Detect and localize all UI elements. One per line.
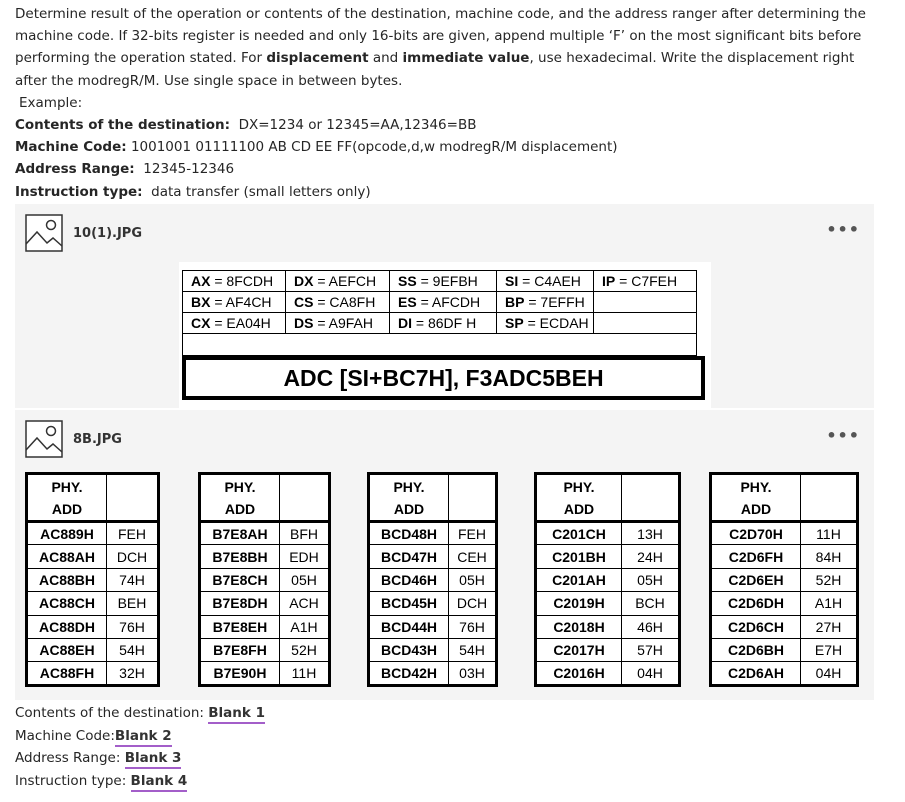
register-row <box>183 292 697 313</box>
value-header <box>107 474 159 522</box>
table-row <box>27 545 159 568</box>
attachment-filename[interactable]: 10(1).JPG <box>73 225 142 241</box>
table-row <box>711 568 858 591</box>
physical-address-cell: BCD47H <box>369 545 449 568</box>
table-row <box>369 568 497 591</box>
memory-table-3 <box>367 472 498 687</box>
memory-value-cell: 03H <box>449 662 497 685</box>
register-value: AEFCH <box>328 273 377 289</box>
physical-address-cell: C201CH <box>536 522 622 545</box>
physical-address-cell: BCD46H <box>369 568 449 591</box>
memory-value-cell: 46H <box>622 615 680 638</box>
table-row <box>711 522 858 545</box>
physical-address-cell: AC88AH <box>27 545 107 568</box>
physical-address-cell: C2019H <box>536 592 622 615</box>
memory-value-cell: 52H <box>801 568 858 591</box>
register-row <box>183 271 697 292</box>
register-value: 8FCDH <box>226 273 274 289</box>
table-row <box>536 662 680 685</box>
memory-table-4 <box>534 472 681 687</box>
physical-address-cell: C2017H <box>536 638 622 661</box>
memory-value-cell: 27H <box>801 615 858 638</box>
table-row <box>200 522 330 545</box>
table-row <box>711 662 858 685</box>
memory-value-cell: DCH <box>449 592 497 615</box>
example-instruction-type: Instruction type: data transfer (small letters only) <box>15 183 371 200</box>
register-blank-row <box>183 334 697 356</box>
memory-value-cell: 11H <box>280 662 330 685</box>
register-cell: BX = AF4CH <box>183 292 286 313</box>
memory-value-cell: 52H <box>280 638 330 661</box>
register-name: SP <box>505 315 524 331</box>
more-options-icon[interactable]: ••• <box>826 426 860 445</box>
table-row <box>27 662 159 685</box>
memory-value-cell: 05H <box>449 568 497 591</box>
register-name: DX <box>294 273 314 289</box>
memory-value-cell: 54H <box>449 638 497 661</box>
image-attachment-card-1 <box>15 204 874 408</box>
physical-address-cell: B7E90H <box>200 662 280 685</box>
memory-value-cell: BFH <box>280 522 330 545</box>
table-row <box>711 615 858 638</box>
memory-table-2 <box>198 472 331 687</box>
table-row <box>200 638 330 661</box>
table-row <box>200 592 330 615</box>
physical-address-cell: C2D6FH <box>711 545 801 568</box>
table-row <box>27 615 159 638</box>
physical-address-cell: B7E8BH <box>200 545 280 568</box>
physical-address-cell: C2016H <box>536 662 622 685</box>
table-row <box>369 662 497 685</box>
memory-value-cell: 84H <box>801 545 858 568</box>
register-cell: DX = AEFCH <box>286 271 390 292</box>
memory-value-cell: 76H <box>449 615 497 638</box>
register-name: BP <box>505 294 525 310</box>
physical-address-cell: C2D6BH <box>711 638 801 661</box>
example-address-range: Address Range: 12345-12346 <box>15 161 235 178</box>
answer-address-range: Address Range: Blank 3 <box>15 747 265 770</box>
physical-address-cell: B7E8EH <box>200 615 280 638</box>
memory-value-cell: 11H <box>801 522 858 545</box>
table-row <box>369 592 497 615</box>
register-cell: CX = EA04H <box>183 313 286 334</box>
table-row <box>369 638 497 661</box>
physical-address-cell: C2D70H <box>711 522 801 545</box>
memory-value-cell: 74H <box>107 568 159 591</box>
register-name: SS <box>398 273 417 289</box>
table-row <box>711 545 858 568</box>
physical-address-cell: AC88FH <box>27 662 107 685</box>
register-cell: SP = ECDAH <box>497 313 594 334</box>
instruction-box: ADC [SI+BC7H], F3ADC5BEH <box>182 356 705 400</box>
register-cell: IP = C7FEH <box>594 271 697 292</box>
register-cell: DI = 86DF H <box>390 313 497 334</box>
physical-address-cell: C2D6EH <box>711 568 801 591</box>
register-name: BX <box>191 294 211 310</box>
memory-value-cell: 04H <box>622 662 680 685</box>
blank-4-link[interactable]: Blank 4 <box>131 773 188 792</box>
table-row <box>536 568 680 591</box>
table-row <box>27 592 159 615</box>
phy-add-header: PHY. ADD <box>711 474 801 522</box>
memory-value-cell: 13H <box>622 522 680 545</box>
table-row <box>27 568 159 591</box>
register-value: 86DF H <box>427 315 477 331</box>
answer-blanks <box>15 702 265 792</box>
register-value: AF4CH <box>225 294 272 310</box>
phy-add-header: PHY. ADD <box>536 474 622 522</box>
memory-value-cell: 04H <box>801 662 858 685</box>
blank-1-link[interactable]: Blank 1 <box>208 705 265 724</box>
attachment-header <box>25 214 142 252</box>
table-row <box>200 662 330 685</box>
physical-address-cell: C2D6CH <box>711 615 801 638</box>
and-word: and <box>368 50 403 67</box>
blank-3-link[interactable]: Blank 3 <box>125 750 182 769</box>
phy-add-header: PHY. ADD <box>369 474 449 522</box>
register-value: 7EFFH <box>540 294 585 310</box>
table-row <box>536 545 680 568</box>
answer-instruction-type: Instruction type: Blank 4 <box>15 770 265 793</box>
register-cell: AX = 8FCDH <box>183 271 286 292</box>
table-row <box>27 522 159 545</box>
image-icon <box>25 420 63 458</box>
physical-address-cell: C2D6DH <box>711 592 801 615</box>
physical-address-cell: BCD45H <box>369 592 449 615</box>
memory-value-cell: EDH <box>280 545 330 568</box>
memory-value-cell: 24H <box>622 545 680 568</box>
register-name: DI <box>398 315 412 331</box>
physical-address-cell: AC88CH <box>27 592 107 615</box>
physical-address-cell: C2018H <box>536 615 622 638</box>
physical-address-cell: AC88BH <box>27 568 107 591</box>
value-header <box>449 474 497 522</box>
example-machine-code: Machine Code: 1001001 01111100 AB CD EE FF(opcode,d,w modregR/M displacement) <box>15 139 618 156</box>
answer-machine-code: Machine Code:Blank 2 <box>15 725 265 748</box>
register-name: IP <box>602 273 616 289</box>
immediate-keyword: immediate value <box>402 50 530 67</box>
value-header <box>280 474 330 522</box>
register-value: ECDAH <box>539 315 589 331</box>
image-icon <box>25 214 63 252</box>
question-instructions <box>15 3 885 203</box>
image-attachment-card-2 <box>15 410 874 700</box>
attachment-header <box>25 420 122 458</box>
physical-address-cell: B7E8AH <box>200 522 280 545</box>
register-value: C7FEH <box>631 273 678 289</box>
physical-address-cell: BCD42H <box>369 662 449 685</box>
physical-address-cell: B7E8FH <box>200 638 280 661</box>
register-cell: SI = C4AEH <box>497 271 594 292</box>
register-cell: CS = CA8FH <box>286 292 390 313</box>
physical-address-cell: C201AH <box>536 568 622 591</box>
table-row <box>369 615 497 638</box>
register-cell: ES = AFCDH <box>390 292 497 313</box>
table-row <box>536 522 680 545</box>
register-name: DS <box>294 315 314 331</box>
register-value: AFCDH <box>431 294 481 310</box>
physical-address-cell: AC88DH <box>27 615 107 638</box>
register-name: CS <box>294 294 314 310</box>
register-value: A9FAH <box>328 315 373 331</box>
instruction-paragraph <box>15 3 885 92</box>
instruction-text: Determine result of the operation or contents of the destination, machine code, and the address ranger after determining the machine code. If 32-bits register is needed and only 16-bits are given, append multiple ‘F’ on the most significant bits before performing the operation stated. For <box>15 6 866 67</box>
memory-value-cell: 76H <box>107 615 159 638</box>
memory-value-cell: A1H <box>801 592 858 615</box>
register-cell: DS = A9FAH <box>286 313 390 334</box>
more-options-icon[interactable]: ••• <box>826 220 860 239</box>
answer-destination: Contents of the destination: Blank 1 <box>15 702 265 725</box>
register-table <box>182 270 697 356</box>
register-value: EA04H <box>226 315 271 331</box>
register-cell: SS = 9EFBH <box>390 271 497 292</box>
register-cell: BP = 7EFFH <box>497 292 594 313</box>
register-name: CX <box>191 315 211 331</box>
memory-value-cell: ACH <box>280 592 330 615</box>
memory-table-5 <box>709 472 859 687</box>
displacement-keyword: displacement <box>266 50 369 67</box>
table-row <box>711 592 858 615</box>
table-row <box>369 545 497 568</box>
memory-value-cell: 32H <box>107 662 159 685</box>
register-value: CA8FH <box>329 294 376 310</box>
table-row <box>536 638 680 661</box>
register-value: C4AEH <box>534 273 581 289</box>
example-destination: Contents of the destination: DX=1234 or 12345=AA,12346=BB <box>15 117 477 134</box>
table-row <box>536 615 680 638</box>
table-row <box>536 592 680 615</box>
memory-value-cell: CEH <box>449 545 497 568</box>
register-cell <box>594 313 697 334</box>
register-value: 9EFBH <box>432 273 478 289</box>
memory-value-cell: FEH <box>107 522 159 545</box>
physical-address-cell: B7E8DH <box>200 592 280 615</box>
register-name: SI <box>505 273 519 289</box>
table-row <box>200 545 330 568</box>
memory-value-cell: 05H <box>622 568 680 591</box>
instruction-text-tail: , use hexadecimal. Write the displacement right after the modregR/M. Use single space in between bytes. <box>15 50 855 89</box>
memory-value-cell: BCH <box>622 592 680 615</box>
example-label: Example: <box>19 94 83 111</box>
register-row <box>183 313 697 334</box>
value-header <box>622 474 680 522</box>
value-header <box>801 474 858 522</box>
memory-value-cell: A1H <box>280 615 330 638</box>
table-row <box>369 522 497 545</box>
phy-add-header: PHY. ADD <box>27 474 107 522</box>
memory-value-cell: 05H <box>280 568 330 591</box>
register-cell <box>594 292 697 313</box>
memory-value-cell: BEH <box>107 592 159 615</box>
table-row <box>200 568 330 591</box>
memory-value-cell: FEH <box>449 522 497 545</box>
table-row <box>27 638 159 661</box>
physical-address-cell: C2D6AH <box>711 662 801 685</box>
memory-value-cell: DCH <box>107 545 159 568</box>
physical-address-cell: C201BH <box>536 545 622 568</box>
physical-address-cell: BCD44H <box>369 615 449 638</box>
memory-value-cell: 57H <box>622 638 680 661</box>
physical-address-cell: BCD48H <box>369 522 449 545</box>
blank-2-link[interactable]: Blank 2 <box>115 728 172 747</box>
phy-add-header: PHY. ADD <box>200 474 280 522</box>
memory-value-cell: E7H <box>801 638 858 661</box>
memory-table-1 <box>25 472 160 687</box>
table-row <box>711 638 858 661</box>
attachment-filename[interactable]: 8B.JPG <box>73 431 122 447</box>
physical-address-cell: AC88EH <box>27 638 107 661</box>
register-name: ES <box>398 294 417 310</box>
physical-address-cell: BCD43H <box>369 638 449 661</box>
table-row <box>200 615 330 638</box>
physical-address-cell: AC889H <box>27 522 107 545</box>
physical-address-cell: B7E8CH <box>200 568 280 591</box>
memory-value-cell: 54H <box>107 638 159 661</box>
register-image <box>179 262 711 408</box>
register-name: AX <box>191 273 211 289</box>
